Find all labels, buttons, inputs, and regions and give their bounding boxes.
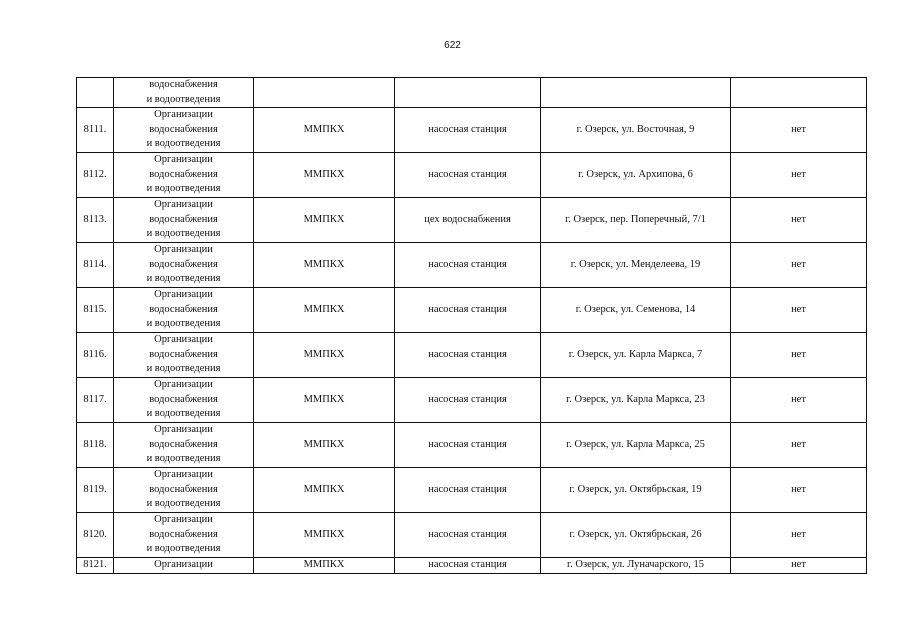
- organization-line: водоснабжения: [149, 438, 218, 450]
- organization-cell: [114, 423, 254, 468]
- organization-line: и водоотведения: [146, 408, 221, 420]
- table-row: [77, 153, 867, 198]
- row-number-cell: 8117.: [77, 378, 114, 423]
- organization-line: и водоотведения: [146, 138, 221, 150]
- organization-line: Организации: [154, 244, 213, 256]
- organization-line: Организации: [154, 334, 213, 346]
- organization-line: Организации: [154, 109, 213, 121]
- organization-cell: [114, 78, 254, 108]
- status-cell: [731, 78, 867, 108]
- owner-cell: ММПКХ: [254, 153, 395, 198]
- status-cell: нет: [731, 108, 867, 153]
- organization-cell: [114, 108, 254, 153]
- organization-cell: [114, 243, 254, 288]
- organization-line: водоснабжения: [149, 258, 218, 270]
- organization-line: Организации: [154, 199, 213, 211]
- table-row: [77, 513, 867, 558]
- status-cell: нет: [731, 333, 867, 378]
- object-type-cell: насосная станция: [395, 333, 541, 378]
- object-type-cell: насосная станция: [395, 378, 541, 423]
- organization-line: и водоотведения: [146, 363, 221, 375]
- owner-cell: ММПКХ: [254, 558, 395, 574]
- table-row: [77, 108, 867, 153]
- row-number-cell: 8111.: [77, 108, 114, 153]
- organization-cell: [114, 333, 254, 378]
- object-type-cell: насосная станция: [395, 558, 541, 574]
- organization-line: Организации: [154, 379, 213, 391]
- status-cell: нет: [731, 153, 867, 198]
- owner-cell: [254, 78, 395, 108]
- address-cell: г. Озерск, ул. Карла Маркса, 23: [541, 378, 731, 423]
- organization-line: Организации: [154, 424, 213, 436]
- organization-line: и водоотведения: [146, 318, 221, 330]
- address-cell: г. Озерск, ул. Октябрьская, 26: [541, 513, 731, 558]
- table-row: [77, 243, 867, 288]
- organization-cell: [114, 288, 254, 333]
- row-number-cell: 8120.: [77, 513, 114, 558]
- organization-cell: [114, 468, 254, 513]
- table-row: [77, 468, 867, 513]
- organization-line: водоснабжения: [149, 213, 218, 225]
- object-type-cell: насосная станция: [395, 288, 541, 333]
- table-row-continuation: [77, 78, 867, 108]
- object-type-cell: [395, 78, 541, 108]
- owner-cell: ММПКХ: [254, 468, 395, 513]
- status-cell: нет: [731, 423, 867, 468]
- address-cell: г. Озерск, ул. Менделеева, 19: [541, 243, 731, 288]
- organization-cell: [114, 513, 254, 558]
- address-cell: г. Озерск, ул. Архипова, 6: [541, 153, 731, 198]
- status-cell: нет: [731, 378, 867, 423]
- organization-line: и водоотведения: [146, 93, 221, 105]
- table-row: [77, 423, 867, 468]
- address-cell: г. Озерск, ул. Карла Маркса, 25: [541, 423, 731, 468]
- row-number-cell: 8116.: [77, 333, 114, 378]
- address-cell: г. Озерск, ул. Семенова, 14: [541, 288, 731, 333]
- status-cell: нет: [731, 558, 867, 574]
- row-number-cell: 8119.: [77, 468, 114, 513]
- address-cell: г. Озерск, ул. Карла Маркса, 7: [541, 333, 731, 378]
- status-cell: нет: [731, 468, 867, 513]
- organization-line: и водоотведения: [146, 498, 221, 510]
- object-type-cell: насосная станция: [395, 153, 541, 198]
- organization-line: водоснабжения: [149, 483, 218, 495]
- organization-cell: [114, 153, 254, 198]
- status-cell: нет: [731, 288, 867, 333]
- registry-table-body: [77, 78, 867, 574]
- object-type-cell: насосная станция: [395, 423, 541, 468]
- table-row-partial: [77, 558, 867, 574]
- row-number-cell: 8118.: [77, 423, 114, 468]
- table-row: [77, 378, 867, 423]
- registry-table: [76, 77, 867, 574]
- address-cell: г. Озерск, пер. Поперечный, 7/1: [541, 198, 731, 243]
- address-cell: г. Озерск, ул. Луначарского, 15: [541, 558, 731, 574]
- row-number-cell: 8114.: [77, 243, 114, 288]
- organization-line: и водоотведения: [146, 273, 221, 285]
- organization-cell: Организации: [114, 558, 254, 574]
- owner-cell: ММПКХ: [254, 198, 395, 243]
- organization-line: водоснабжения: [149, 168, 218, 180]
- organization-line: Организации: [154, 154, 213, 166]
- object-type-cell: насосная станция: [395, 513, 541, 558]
- organization-line: водоснабжения: [149, 79, 218, 90]
- row-number-cell: 8115.: [77, 288, 114, 333]
- status-cell: нет: [731, 243, 867, 288]
- owner-cell: ММПКХ: [254, 243, 395, 288]
- organization-line: Организации: [154, 289, 213, 301]
- organization-line: водоснабжения: [149, 393, 218, 405]
- organization-line: и водоотведения: [146, 228, 221, 240]
- organization-line: водоснабжения: [149, 303, 218, 315]
- organization-line: Организации: [154, 514, 213, 526]
- owner-cell: ММПКХ: [254, 288, 395, 333]
- organization-line: водоснабжения: [149, 348, 218, 360]
- row-number-cell: 8121.: [77, 558, 114, 574]
- owner-cell: ММПКХ: [254, 423, 395, 468]
- owner-cell: ММПКХ: [254, 108, 395, 153]
- object-type-cell: насосная станция: [395, 243, 541, 288]
- owner-cell: ММПКХ: [254, 378, 395, 423]
- address-cell: г. Озерск, ул. Восточная, 9: [541, 108, 731, 153]
- organization-line: Организации: [154, 469, 213, 481]
- owner-cell: ММПКХ: [254, 513, 395, 558]
- organization-cell: [114, 378, 254, 423]
- organization-line: водоснабжения: [149, 528, 218, 540]
- row-number-cell: 8112.: [77, 153, 114, 198]
- address-cell: [541, 78, 731, 108]
- row-number-cell: [77, 78, 114, 108]
- table-row: [77, 333, 867, 378]
- row-number-cell: 8113.: [77, 198, 114, 243]
- object-type-cell: насосная станция: [395, 108, 541, 153]
- address-cell: г. Озерск, ул. Октябрьская, 19: [541, 468, 731, 513]
- organization-line: и водоотведения: [146, 543, 221, 555]
- object-type-cell: цех водоснабжения: [395, 198, 541, 243]
- status-cell: нет: [731, 513, 867, 558]
- table-row: [77, 198, 867, 243]
- organization-line: водоснабжения: [149, 123, 218, 135]
- object-type-cell: насосная станция: [395, 468, 541, 513]
- organization-cell: [114, 198, 254, 243]
- status-cell: нет: [731, 198, 867, 243]
- table-row: [77, 288, 867, 333]
- page-number: 622: [444, 40, 461, 51]
- organization-line: и водоотведения: [146, 183, 221, 195]
- organization-line: и водоотведения: [146, 453, 221, 465]
- owner-cell: ММПКХ: [254, 333, 395, 378]
